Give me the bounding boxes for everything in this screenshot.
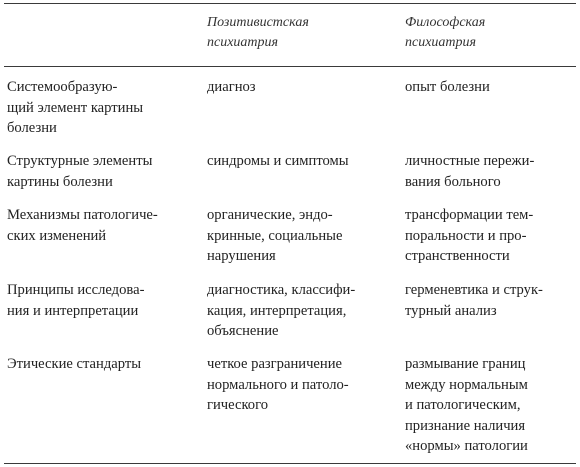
row-aspect: Принципы исследова- ния и интерпретации <box>7 282 145 319</box>
row-positivist-value: органические, эндо- кринные, социальные нарушения <box>207 207 343 264</box>
table-top-rule <box>4 3 576 4</box>
row-philosophical-value: личностные пережи- вания больного <box>405 153 535 190</box>
row-positivist-value: четкое разграничение нормального и патоло- гического <box>207 356 349 413</box>
row-philosophical-value: герменевтика и струк- турный анализ <box>405 282 543 319</box>
row-positivist-value: синдромы и симптомы <box>207 153 349 169</box>
header-rule <box>4 66 576 67</box>
row-aspect: Механизмы патологиче- ских изменений <box>7 207 158 244</box>
row-philosophical-value: трансформации тем- поральности и про- странственности <box>405 207 534 264</box>
row-philosophical-value: опыт болезни <box>405 79 490 95</box>
row-positivist-value: диагноз <box>207 79 256 95</box>
row-aspect: Этические стандарты <box>7 356 142 372</box>
row-aspect: Структурные элементы картины болезни <box>7 153 153 190</box>
row-positivist-value: диагностика, классифи- кация, интерпретация, объяснение <box>207 282 356 339</box>
row-philosophical-value: размывание границ между нормальным и патологическим, признание наличия «нормы» патологии <box>405 356 528 454</box>
row-aspect: Системообразую- щий элемент картины болезни <box>7 79 144 136</box>
table-bottom-rule <box>4 463 576 464</box>
header-positivist-psychiatry: Позитивистская психиатрия <box>207 15 309 50</box>
header-philosophical-psychiatry: Философская психиатрия <box>405 15 486 50</box>
